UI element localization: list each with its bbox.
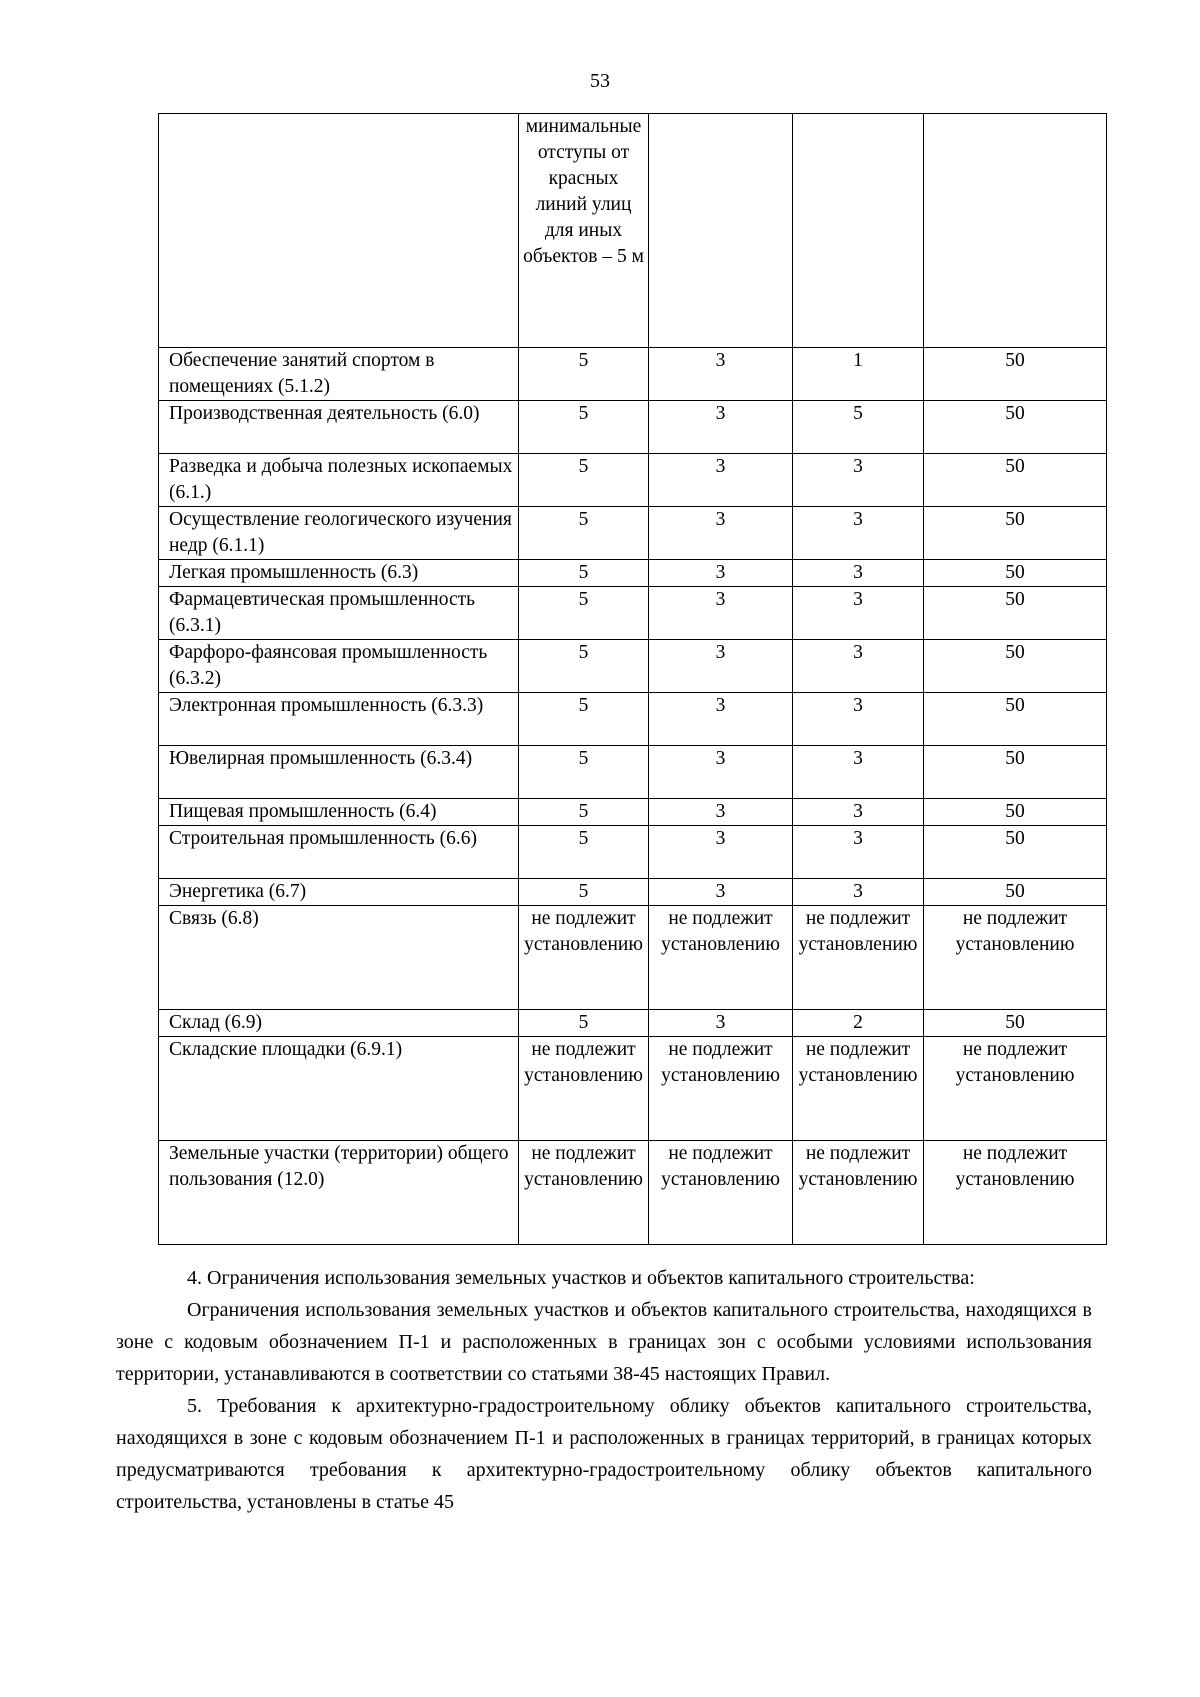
cell-value <box>649 114 793 348</box>
cell-use-type: Разведка и добыча полезных ископаемых (6.1.) <box>159 454 519 507</box>
cell-value: не подлежит установлению <box>793 1141 924 1245</box>
cell-value: 50 <box>924 746 1107 799</box>
cell-value: 5 <box>519 640 649 693</box>
cell-value: не подлежит установлению <box>649 1037 793 1141</box>
cell-value: 3 <box>793 560 924 587</box>
cell-value: 3 <box>649 826 793 879</box>
cell-value: 50 <box>924 826 1107 879</box>
cell-value: 3 <box>649 693 793 746</box>
table-row <box>159 746 1107 799</box>
cell-use-type: Пищевая промышленность (6.4) <box>159 799 519 826</box>
cell-value: не подлежит установлению <box>519 1037 649 1141</box>
cell-use-type: Ювелирная промышленность (6.3.4) <box>159 746 519 799</box>
cell-value: 50 <box>924 879 1107 906</box>
table-row <box>159 587 1107 640</box>
cell-value: не подлежит установлению <box>519 1141 649 1245</box>
table-row <box>159 507 1107 560</box>
table-row <box>159 1010 1107 1037</box>
cell-value: 5 <box>519 454 649 507</box>
cell-value: 3 <box>649 560 793 587</box>
cell-value: минимальные отступы от красных линий улиц для иных объектов – 5 м <box>519 114 649 348</box>
table-row <box>159 640 1107 693</box>
cell-use-type: Земельные участки (территории) общего пользования (12.0) <box>159 1141 519 1245</box>
cell-value: 3 <box>793 826 924 879</box>
cell-use-type: Легкая промышленность (6.3) <box>159 560 519 587</box>
cell-value: 3 <box>649 507 793 560</box>
cell-value: 5 <box>519 560 649 587</box>
cell-value: 5 <box>519 826 649 879</box>
cell-use-type: Обеспечение занятий спортом в помещениях (5.1.2) <box>159 348 519 401</box>
table-row <box>159 1037 1107 1141</box>
cell-value: 3 <box>649 401 793 454</box>
cell-value: 3 <box>649 746 793 799</box>
cell-use-type: Производственная деятельность (6.0) <box>159 401 519 454</box>
cell-value: 50 <box>924 587 1107 640</box>
cell-value: 3 <box>649 454 793 507</box>
table-row <box>159 454 1107 507</box>
cell-value: 3 <box>649 879 793 906</box>
cell-value: 5 <box>793 401 924 454</box>
cell-use-type: Строительная промышленность (6.6) <box>159 826 519 879</box>
regulations-table <box>158 113 1107 1245</box>
cell-use-type: Склад (6.9) <box>159 1010 519 1037</box>
cell-value: не подлежит установлению <box>519 906 649 1010</box>
cell-value: 50 <box>924 348 1107 401</box>
cell-value: не подлежит установлению <box>924 1037 1107 1141</box>
cell-use-type: Связь (6.8) <box>159 906 519 1010</box>
cell-value: 3 <box>793 507 924 560</box>
cell-value: 50 <box>924 560 1107 587</box>
table-row <box>159 1141 1107 1245</box>
cell-value: 3 <box>649 587 793 640</box>
cell-value: 5 <box>519 587 649 640</box>
cell-value: не подлежит установлению <box>649 906 793 1010</box>
cell-value: 3 <box>793 799 924 826</box>
page-number: 53 <box>590 70 610 92</box>
table-row <box>159 560 1107 587</box>
cell-value: 50 <box>924 799 1107 826</box>
cell-value: 50 <box>924 507 1107 560</box>
cell-value: не подлежит установлению <box>649 1141 793 1245</box>
cell-value: 3 <box>793 640 924 693</box>
cell-value: 3 <box>649 1010 793 1037</box>
cell-use-type: Электронная промышленность (6.3.3) <box>159 693 519 746</box>
cell-value: 5 <box>519 348 649 401</box>
cell-value: 5 <box>519 799 649 826</box>
cell-value: не подлежит установлению <box>924 1141 1107 1245</box>
table-body <box>159 114 1107 1245</box>
cell-value: 3 <box>649 799 793 826</box>
table-row <box>159 114 1107 348</box>
cell-value: 3 <box>793 693 924 746</box>
table-row <box>159 693 1107 746</box>
cell-value: 5 <box>519 1010 649 1037</box>
cell-value: 2 <box>793 1010 924 1037</box>
cell-value <box>793 114 924 348</box>
cell-value <box>924 114 1107 348</box>
table-row <box>159 906 1107 1010</box>
cell-use-type: Осуществление геологического изучения недр (6.1.1) <box>159 507 519 560</box>
table-row <box>159 799 1107 826</box>
table-row <box>159 401 1107 454</box>
cell-use-type <box>159 114 519 348</box>
paragraph-5-text: 5. Требования к архитектурно-градостроительному облику объектов капитального строительства, находящихся в зоне с кодовым обозначением П-1 и расположенных в границах территорий, в границах которых предусматриваются требования к архитектурно-градостроительному облику объектов капитального строительства, установлены в статье 45 <box>116 1395 1092 1513</box>
paragraph-4-text: Ограничения использования земельных участков и объектов капитального строительства, находящихся в зоне с кодовым обозначением П-1 и расположенных в границах зон с особыми условиями использования территории, устанавливаются в соответствии со статьями 38-45 настоящих Правил. <box>116 1299 1092 1385</box>
cell-value: 3 <box>793 879 924 906</box>
paragraph-4-heading: 4. Ограничения использования земельных участков и объектов капитального строительства: <box>187 1267 975 1289</box>
cell-value: 50 <box>924 693 1107 746</box>
cell-value: 3 <box>793 454 924 507</box>
cell-value: 3 <box>649 640 793 693</box>
cell-value: 3 <box>793 587 924 640</box>
cell-value: 50 <box>924 1010 1107 1037</box>
cell-use-type: Складские площадки (6.9.1) <box>159 1037 519 1141</box>
cell-value: 50 <box>924 640 1107 693</box>
cell-value: не подлежит установлению <box>793 1037 924 1141</box>
table-row <box>159 826 1107 879</box>
body-text <box>116 1262 1092 1518</box>
cell-value: 50 <box>924 401 1107 454</box>
table-row <box>159 879 1107 906</box>
cell-use-type: Фармацевтическая промышленность (6.3.1) <box>159 587 519 640</box>
cell-value: 50 <box>924 454 1107 507</box>
cell-value: не подлежит установлению <box>924 906 1107 1010</box>
cell-value: 5 <box>519 746 649 799</box>
cell-value: 1 <box>793 348 924 401</box>
cell-value: 3 <box>793 746 924 799</box>
cell-value: 5 <box>519 401 649 454</box>
cell-value: 5 <box>519 693 649 746</box>
cell-value: 5 <box>519 507 649 560</box>
cell-value: 5 <box>519 879 649 906</box>
cell-use-type: Фарфоро-фаянсовая промышленность (6.3.2) <box>159 640 519 693</box>
cell-use-type: Энергетика (6.7) <box>159 879 519 906</box>
cell-value: не подлежит установлению <box>793 906 924 1010</box>
cell-value: 3 <box>649 348 793 401</box>
table-row <box>159 348 1107 401</box>
